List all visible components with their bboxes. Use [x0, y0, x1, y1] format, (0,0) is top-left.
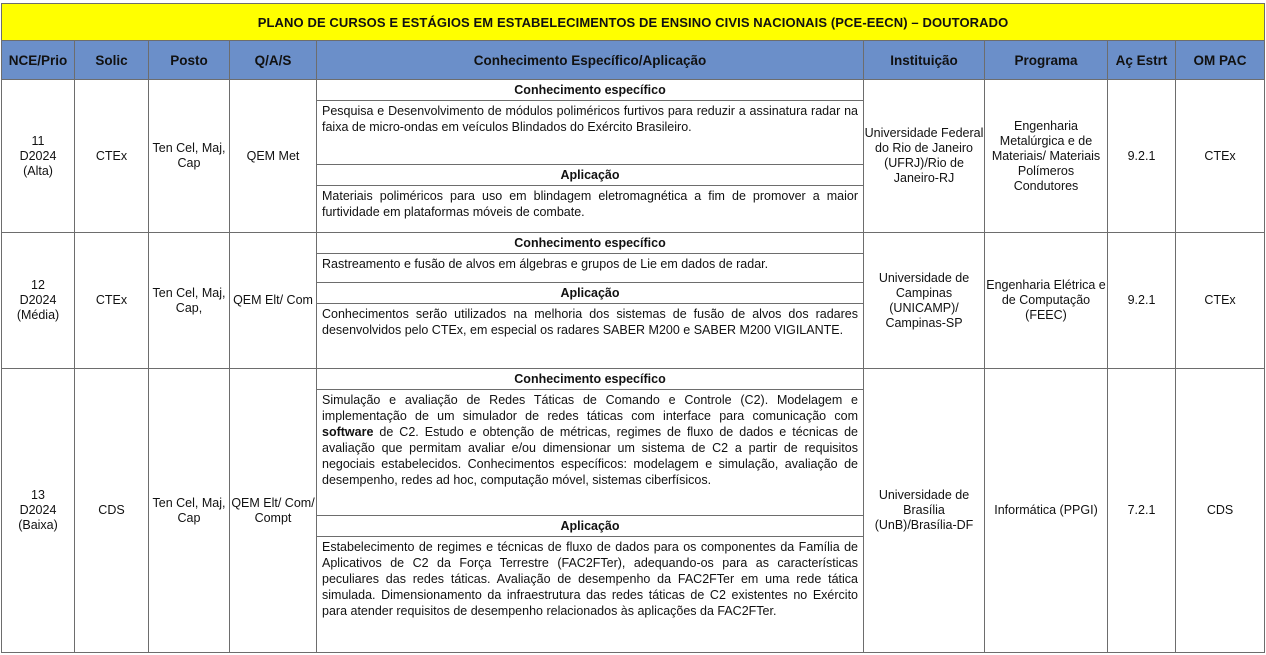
- solic-cell: CTEx: [75, 233, 149, 369]
- om-cell: CTEx: [1176, 233, 1265, 369]
- conhecimento-text-bold: software: [322, 425, 374, 439]
- nce-prio-cell: [2, 80, 75, 233]
- aplicacao-label: Aplicação: [317, 516, 863, 537]
- nce-code: D2024: [19, 503, 57, 517]
- table-row: [2, 369, 1265, 653]
- header-om: OM PAC: [1176, 41, 1265, 80]
- table-row: [2, 233, 1265, 369]
- aplicacao-label: Aplicação: [317, 165, 863, 186]
- posto-cell: Ten Cel, Maj, Cap,: [149, 233, 230, 369]
- programa-cell: Engenharia Elétrica e de Computação (FEEC): [985, 233, 1108, 369]
- acao-cell: 9.2.1: [1108, 233, 1176, 369]
- table-row: [2, 80, 1265, 233]
- conhecimento-text: [317, 390, 863, 516]
- instituicao-cell: Universidade Federal do Rio de Janeiro (UFRJ)/Rio de Janeiro-RJ: [864, 80, 985, 233]
- conhecimento-label: Conhecimento específico: [317, 369, 863, 390]
- header-posto: Posto: [149, 41, 230, 80]
- course-plan-table: [1, 3, 1265, 653]
- om-cell: CTEx: [1176, 80, 1265, 233]
- solic-cell: CTEx: [75, 80, 149, 233]
- header-instituicao: Instituição: [864, 41, 985, 80]
- qas-cell: QEM Met: [230, 80, 317, 233]
- header-solic: Solic: [75, 41, 149, 80]
- nce-code: D2024: [19, 293, 57, 307]
- nce-prio-cell: [2, 369, 75, 653]
- aplicacao-label: Aplicação: [317, 283, 863, 304]
- instituicao-cell: Universidade de Brasília (UnB)/Brasília-DF: [864, 369, 985, 653]
- conhecimento-text: Rastreamento e fusão de alvos em álgebras e grupos de Lie em dados de radar.: [322, 257, 769, 271]
- header-row: [2, 41, 1265, 80]
- instituicao-cell: Universidade de Campinas (UNICAMP)/ Campinas-SP: [864, 233, 985, 369]
- conhecimento-text-part: de C2. Estudo e obtenção de métricas, regimes de fluxo de dados e técnicas de avaliação que permitam avaliar e/ou dimensionar um sistema de C2 a partir de requisitos negociais estabelecidos. Conhecimentos específicos: modelagem e simulação, avaliação de desempenho, redes ad hoc, computação móvel, sistemas ciberfísicos.: [322, 425, 858, 487]
- header-qas: Q/A/S: [230, 41, 317, 80]
- nce-priority: (Média): [16, 308, 60, 322]
- conhecimento-cell: [317, 80, 864, 233]
- conhecimento-text-part: Simulação e avaliação de Redes Táticas de Comando e Controle (C2). Modelagem e implementação de um simulador de redes táticas com interface para comunicação com: [322, 393, 858, 423]
- conhecimento-text: Pesquisa e Desenvolvimento de módulos poliméricos furtivos para reduzir a assinatura radar na faixa de micro-ondas em veículos Blindados do Exército Brasileiro.: [322, 104, 858, 134]
- nce-number: 12: [31, 278, 45, 292]
- conhecimento-cell: [317, 233, 864, 369]
- header-acao: Aç Estrt: [1108, 41, 1176, 80]
- nce-code: D2024: [19, 148, 57, 163]
- om-cell: CDS: [1176, 369, 1265, 653]
- nce-number: 11: [31, 133, 45, 148]
- aplicacao-text: Estabelecimento de regimes e técnicas de fluxo de dados para os componentes da Família de Aplicativos de C2 da Força Terrestre (FAC2FTer), adequando-os para as características peculiares das redes táticas. Avaliação de desempenho da FAC2FTer em uma rede tática simulada. Dimensionamento da infraestrutura das redes táticas de C2 existentes no Exército para atender requisitos de desempenho relacionados às aplicações da FAC2FTer.: [322, 540, 858, 618]
- programa-cell: Engenharia Metalúrgica e de Materiais/ Materiais Polímeros Condutores: [985, 80, 1108, 233]
- conhecimento-cell: [317, 369, 864, 653]
- header-conhecimento: Conhecimento Específico/Aplicação: [317, 41, 864, 80]
- posto-cell: Ten Cel, Maj, Cap: [149, 80, 230, 233]
- nce-prio-cell: [2, 233, 75, 369]
- acao-cell: 9.2.1: [1108, 80, 1176, 233]
- qas-cell: QEM Elt/ Com: [230, 233, 317, 369]
- header-nce: NCE/Prio: [2, 41, 75, 80]
- nce-number: 13: [31, 488, 45, 502]
- conhecimento-label: Conhecimento específico: [317, 80, 863, 101]
- aplicacao-text: Materiais poliméricos para uso em blindagem eletromagnética a fim de promover a maior furtividade em plataformas móveis de combate.: [322, 189, 858, 219]
- solic-cell: CDS: [75, 369, 149, 653]
- acao-cell: 7.2.1: [1108, 369, 1176, 653]
- qas-cell: QEM Elt/ Com/ Compt: [230, 369, 317, 653]
- programa-cell: Informática (PPGI): [985, 369, 1108, 653]
- nce-priority: (Alta): [23, 163, 53, 178]
- posto-cell: Ten Cel, Maj, Cap: [149, 369, 230, 653]
- table-title: PLANO DE CURSOS E ESTÁGIOS EM ESTABELECIMENTOS DE ENSINO CIVIS NACIONAIS (PCE-EECN) – DOUTORADO: [2, 4, 1265, 41]
- nce-priority: (Baixa): [18, 518, 58, 532]
- header-programa: Programa: [985, 41, 1108, 80]
- conhecimento-label: Conhecimento específico: [317, 233, 863, 254]
- aplicacao-text: Conhecimentos serão utilizados na melhoria dos sistemas de fusão de alvos dos radares desenvolvidos pelo CTEx, em especial os radares SABER M200 e SABER M200 VIGILANTE.: [322, 307, 858, 337]
